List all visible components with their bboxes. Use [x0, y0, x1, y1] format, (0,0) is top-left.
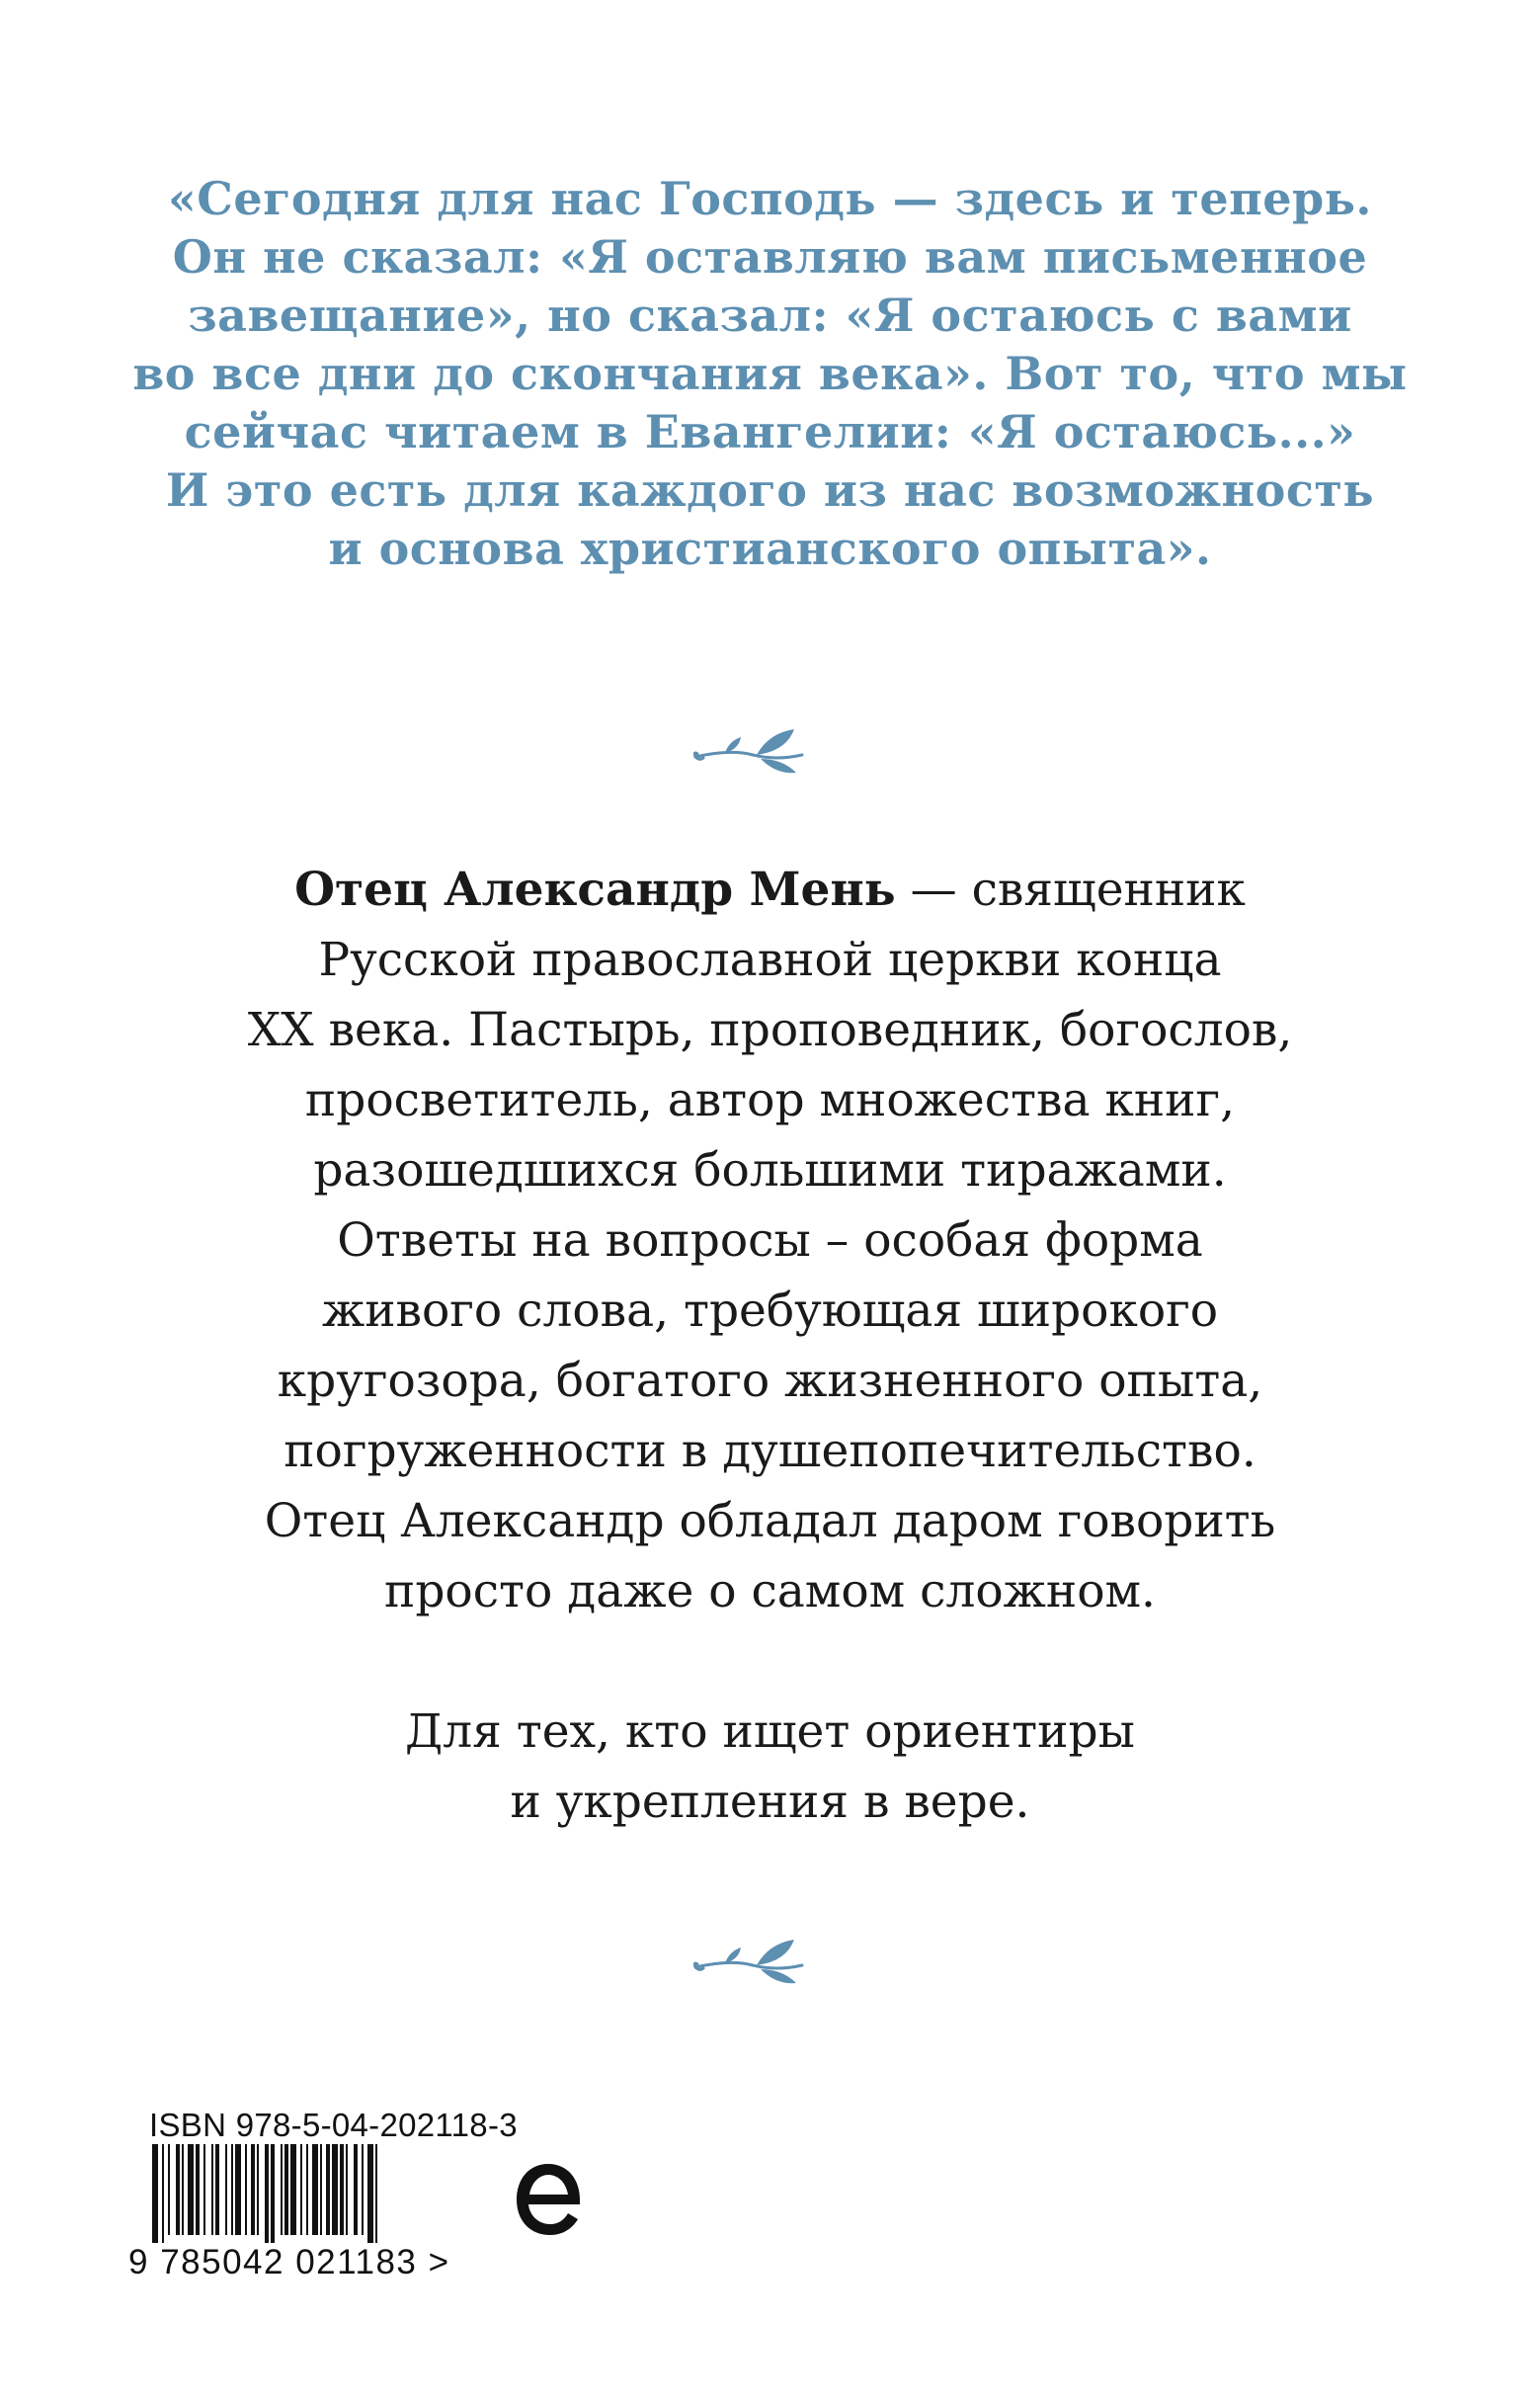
bio-line: живого слова, требующая широкого	[321, 1284, 1219, 1338]
barcode-bar	[211, 2144, 213, 2235]
isbn-barcode	[148, 2144, 445, 2243]
barcode-bar	[182, 2144, 184, 2235]
barcode-bar	[290, 2144, 296, 2235]
barcode-bar	[225, 2144, 227, 2235]
bio-line: XX века. Пастырь, проповедник, богослов,	[247, 1003, 1293, 1057]
barcode-bar	[188, 2144, 194, 2235]
quote-line: Он не сказал: «Я оставляю вам письменное	[172, 230, 1368, 284]
barcode-bar	[375, 2144, 377, 2243]
bio-line: кругозора, богатого жизненного опыта,	[277, 1354, 1263, 1408]
barcode-bar	[300, 2144, 302, 2235]
bio-line: Отец Александр обладал даром говорить	[264, 1494, 1276, 1548]
quote-line: во все дни до скончания века». Вот то, что мы	[132, 347, 1408, 400]
leaf-sprig-ornament-icon	[691, 721, 810, 781]
barcode-bar	[152, 2144, 158, 2243]
isbn-label: ISBN 978-5-04-202118-3	[149, 2107, 518, 2143]
bio-first-line-rest: — священник	[895, 863, 1246, 917]
barcode-bar	[332, 2144, 338, 2235]
barcode-bar	[326, 2144, 330, 2235]
barcode-bar	[235, 2144, 241, 2235]
closing-line: Для тех, кто ищет ориентиры	[405, 1704, 1135, 1759]
barcode-bar	[203, 2144, 205, 2235]
bio-first-line	[59, 855, 1481, 925]
bio-line: погруженности в душепопечительство.	[284, 1424, 1256, 1478]
quote-line: И это есть для каждого из нас возможность	[165, 463, 1375, 517]
bio-line: Ответы на вопросы – особая форма	[337, 1213, 1203, 1268]
bio-line: Русской православной церкви конца	[318, 933, 1222, 987]
barcode-bar	[362, 2144, 364, 2235]
barcode-bar	[306, 2144, 308, 2235]
barcode-bar	[196, 2144, 200, 2235]
barcode-bar	[340, 2144, 344, 2235]
barcode-bar	[162, 2144, 164, 2243]
barcode-digits: 9 785042 021183 >	[128, 2243, 450, 2281]
quote-line: и основа христианского опыта».	[328, 522, 1212, 575]
barcode-bar	[312, 2144, 318, 2235]
barcode-bar	[367, 2144, 373, 2243]
barcode-bar	[168, 2144, 170, 2235]
quote-line: завещание», но сказал: «Я остаюсь с вами	[188, 289, 1352, 342]
author-name: Отец Александр Мень	[294, 863, 896, 917]
bio-line: просто даже о самом сложном.	[384, 1564, 1156, 1618]
author-bio	[59, 855, 1481, 1626]
barcode-bar	[245, 2144, 247, 2235]
quote-line: сейчас читаем в Евангелии: «Я остаюсь...»	[184, 405, 1356, 458]
barcode-bar	[320, 2144, 322, 2235]
barcode-bar	[284, 2144, 288, 2235]
barcode-bar	[257, 2144, 259, 2235]
barcode-bar	[354, 2144, 358, 2235]
barcode-bar	[265, 2144, 269, 2243]
closing-text	[59, 1697, 1481, 1837]
barcode-bar	[176, 2144, 180, 2235]
barcode-bar	[215, 2144, 219, 2235]
quote-line: «Сегодня для нас Господь — здесь и теперь.	[168, 172, 1372, 225]
barcode-bar	[281, 2144, 283, 2235]
eksmo-e-logo	[509, 2150, 588, 2249]
barcode-bar	[231, 2144, 233, 2235]
barcode-bar	[346, 2144, 348, 2235]
bio-line: просветитель, автор множества книг,	[304, 1073, 1236, 1127]
quote-block	[59, 170, 1481, 578]
bio-line: разошедшихся большими тиражами.	[313, 1143, 1227, 1198]
closing-line: и укрепления в вере.	[510, 1775, 1030, 1829]
leaf-sprig-ornament-icon	[691, 1932, 810, 1991]
barcode-bar	[271, 2144, 275, 2243]
barcode-bar	[251, 2144, 255, 2235]
